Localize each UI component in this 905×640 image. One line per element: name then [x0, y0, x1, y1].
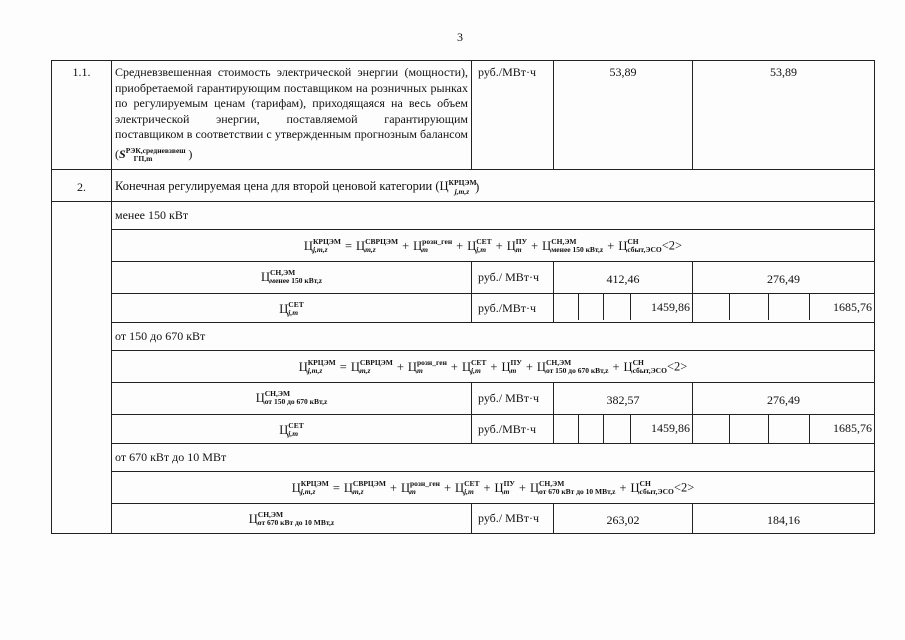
table-row — [52, 351, 875, 383]
price-symbol: Ц СЕТ j,m — [455, 479, 480, 497]
row-number: 1.1. — [52, 61, 112, 170]
price-symbol: Ц СН сбыт,ЭСО — [630, 479, 674, 497]
price-symbol: Ц СЕТ j,m — [461, 358, 487, 376]
price-symbol: Ц СН,ЭМ менее 150 кВт,z — [260, 268, 323, 286]
price-symbol: Ц КРЦЭМ j,m,z — [298, 358, 336, 376]
table-row — [52, 294, 875, 323]
price-symbol: Ц СН,ЭМ от 150 до 670 кВт,z — [255, 389, 328, 407]
value-cell: 412,46 — [554, 262, 693, 294]
value-cell-group: 1685,76 — [693, 415, 875, 444]
table-row — [52, 383, 875, 415]
unit: руб./МВт·ч — [472, 294, 554, 323]
component-label — [112, 262, 472, 294]
price-symbol: Ц КРЦЭМ j,m,z — [291, 479, 329, 497]
value-cell: 184,16 — [693, 504, 875, 534]
price-symbol: Ц СН,ЭМ от 670 кВт до 10 МВт,z — [248, 510, 335, 528]
price-symbol: Ц розн_ген m — [413, 237, 453, 255]
price-symbol: Ц СН сбыт,ЭСО — [618, 237, 662, 255]
value-cell: 53,89 — [693, 61, 875, 170]
table-row — [52, 230, 875, 262]
price-symbol: Ц КРЦЭМ j,m,z — [303, 237, 341, 255]
price-symbol: Ц ПУ m — [506, 237, 528, 255]
unit: руб./МВт·ч — [472, 415, 554, 444]
value-cell: 53,89 — [554, 61, 693, 170]
page-number: 3 — [457, 30, 463, 44]
component-label — [112, 504, 472, 534]
row-description: Средневзвешенная стоимость электрической энергии (мощности), приобретаемой гарантирующим поставщиком на розничных рынках по регулируемым ценам (тарифам), приходящаяся на весь объем электрической энергии, поставляемой гарантирующим поставщиком в соответствии с утвержденным прогнозным балансом ($S^{РЭК,средневзвеш}_{ГП,m}$ ) — [112, 61, 472, 170]
value-cell: 276,49 — [693, 383, 875, 415]
price-symbol: Ц СВРЦЭМ m,z — [350, 358, 393, 376]
formula: Ц КРЦЭМ j,m,z = Ц СВРЦЭМ m,z + Ц розн_ген m + Ц СЕТ j,m + Ц ПУ m + Ц СН,ЭМ от 670 кВт до 10 МВт,z + Ц СН сбыт,ЭСО <2> — [112, 472, 875, 504]
formula: Ц КРЦЭМ j,m,z = Ц СВРЦЭМ m,z + Ц розн_ген m + Ц СЕТ j,m + Ц ПУ m + Ц СН,ЭМ от 150 до 670 кВт,z + Ц СН сбыт,ЭСО <2> — [112, 351, 875, 383]
price-symbol: Ц СН сбыт,ЭСО — [623, 358, 667, 376]
subsection-label: менее 150 кВт — [112, 202, 875, 230]
table-row — [52, 504, 875, 534]
value-cell-group: 1685,76 — [693, 294, 875, 323]
price-symbol: Ц розн_ген m — [407, 358, 447, 376]
price-symbol: Ц СЕТ j,m — [467, 237, 492, 255]
value-cell-group: 1459,86 — [554, 415, 693, 444]
value-cell: 382,57 — [554, 383, 693, 415]
table-row — [52, 202, 875, 230]
price-symbol: Ц ПУ m — [494, 479, 515, 497]
price-symbol: Ц СН,ЭМ от 150 до 670 кВт,z — [536, 358, 609, 376]
table-row — [52, 444, 875, 472]
price-symbol: Ц розн_ген m — [400, 479, 440, 497]
price-symbol: Ц СН,ЭМ менее 150 кВт,z — [542, 237, 604, 255]
table-row — [52, 415, 875, 444]
value-cell: 276,49 — [693, 262, 875, 294]
price-symbol: Ц СЕТ j,m — [279, 300, 304, 318]
price-symbol: Ц СН,ЭМ от 670 кВт до 10 МВт,z — [529, 479, 616, 497]
price-symbol: Ц СВРЦЭМ m,z — [343, 479, 386, 497]
table-row — [52, 323, 875, 351]
subsection-label: от 150 до 670 кВт — [112, 323, 875, 351]
value-cell-group: 1459,86 — [554, 294, 693, 323]
section-title: Конечная регулируемая цена для второй ценовой категории ($Ц^{КРЦЭМ}_{j,m,z}$ ) — [112, 170, 875, 202]
table-row — [52, 170, 875, 202]
component-label — [112, 294, 472, 323]
component-label — [112, 383, 472, 415]
table-row — [52, 262, 875, 294]
value-cell: 263,02 — [554, 504, 693, 534]
table-row — [52, 61, 875, 170]
subsection-label: от 670 кВт до 10 МВт — [112, 444, 875, 472]
tariff-table — [51, 60, 875, 534]
unit: руб./ МВт·ч — [472, 262, 554, 294]
table-row — [52, 472, 875, 504]
price-symbol: Ц ПУ m — [501, 358, 522, 376]
unit: руб./ МВт·ч — [472, 504, 554, 534]
price-symbol: Ц СВРЦЭМ m,z — [356, 237, 399, 255]
unit: руб./ МВт·ч — [472, 383, 554, 415]
formula: Ц КРЦЭМ j,m,z = Ц СВРЦЭМ m,z + Ц розн_ген m + Ц СЕТ j,m + Ц ПУ m + Ц СН,ЭМ менее 150 кВт,z + Ц СН сбыт,ЭСО <2> — [112, 230, 875, 262]
unit: руб./МВт·ч — [472, 61, 554, 170]
component-label — [112, 415, 472, 444]
row-number: 2. — [52, 170, 112, 202]
price-symbol: Ц СЕТ j,m — [279, 421, 304, 439]
